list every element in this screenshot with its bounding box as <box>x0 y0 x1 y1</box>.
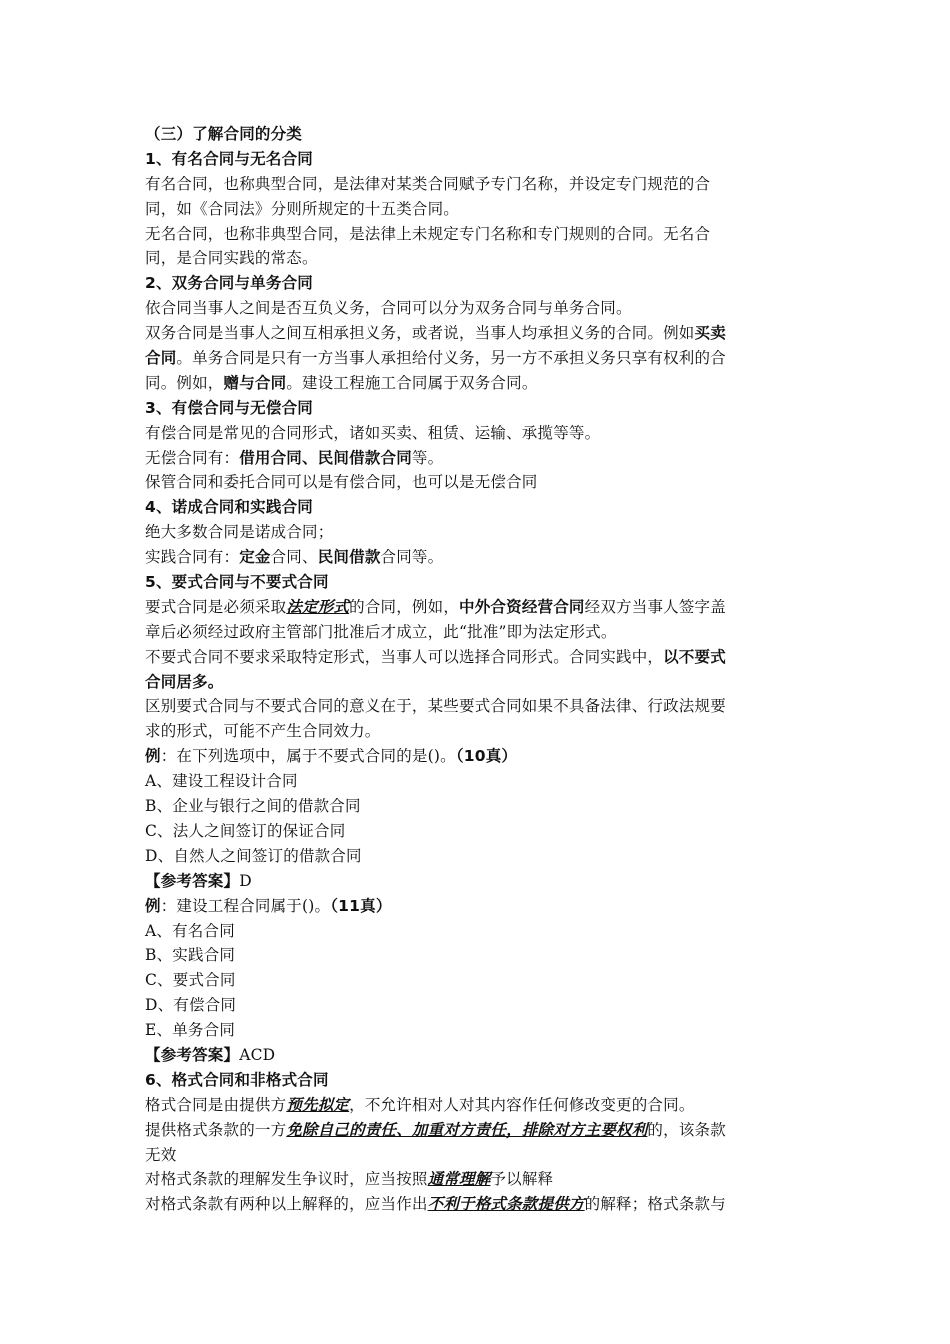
document-page <box>145 122 800 1217</box>
text-span: ，不允许相对人对其内容作任何修改变更的合同。 <box>349 1095 695 1114</box>
bold-span: 例 <box>145 896 161 915</box>
paragraph-line: 区别要式合同与不要式合同的意义在于，某些要式合同如果不具备法律、行政法规要 <box>145 697 726 716</box>
text-span: 的合同，例如， <box>349 597 460 616</box>
paragraph-line <box>145 1167 800 1192</box>
bold-span: 合同 <box>145 349 177 368</box>
paragraph-line <box>145 371 800 396</box>
emphasis-span: 通常理解 <box>427 1170 491 1189</box>
example-question <box>145 894 800 919</box>
paragraph-line <box>145 545 800 570</box>
text-span: 。单务合同是只有一方当事人承担给付义务，另一方不承担义务只享有权利的合 <box>176 349 726 368</box>
reference-answer <box>145 1043 800 1068</box>
heading-5: 5、要式合同与不要式合同 <box>145 573 329 592</box>
text-span: 同。例如， <box>145 373 224 392</box>
emphasis-span: 免除自己的责任、加重对方责任，排除对方主要权利 <box>286 1120 648 1139</box>
paragraph-line <box>145 446 800 471</box>
option-d: D、自然人之间签订的借款合同 <box>145 846 362 865</box>
bold-span: 例 <box>145 747 161 766</box>
text-span: 不要式合同不要求采取特定形式，当事人可以选择合同形式。合同实践中， <box>145 647 664 666</box>
bold-span: 以不要式 <box>663 647 726 666</box>
paragraph-line <box>145 346 800 371</box>
option-d: D、有偿合同 <box>145 996 237 1015</box>
option-e: E、单务合同 <box>145 1021 236 1040</box>
paragraph-line: 有名合同，也称典型合同，是法律对某类合同赋予专门名称，并设定专门规范的合 <box>145 174 711 193</box>
text-span: 的解释；格式条款与 <box>584 1195 726 1214</box>
emphasis-span: 法定形式 <box>286 597 350 616</box>
paragraph-line: 同，是合同实践的常态。 <box>145 249 318 268</box>
heading-6: 6、格式合同和非格式合同 <box>145 1070 329 1089</box>
paragraph-line: 章后必须经过政府主管部门批准后才成立，此“批准”即为法定形式。 <box>145 622 617 641</box>
text-span: 双务合同是当事人之间互相承担义务，或者说，当事人均承担义务的合同。例如 <box>145 324 695 343</box>
option-b: B、实践合同 <box>145 946 236 965</box>
example-question <box>145 744 800 769</box>
paragraph-line: 保管合同和委托合同可以是有偿合同，也可以是无偿合同 <box>145 473 538 492</box>
text-span: D <box>239 871 252 890</box>
bold-span: 定金 <box>239 548 271 567</box>
option-b: B、企业与银行之间的借款合同 <box>145 797 361 816</box>
heading-1: 1、有名合同与无名合同 <box>145 149 313 168</box>
paragraph-line: 同，如《合同法》分则所规定的十五类合同。 <box>145 199 460 218</box>
text-span: 合同、 <box>270 548 318 567</box>
emphasis-span: 预先拟定 <box>286 1095 350 1114</box>
paragraph-line <box>145 1192 800 1217</box>
text-span: ：建设工程合同属于()。 <box>160 896 331 915</box>
option-c: C、要式合同 <box>145 971 236 990</box>
bold-span: （10真） <box>455 747 518 766</box>
section-title: （三）了解合同的分类 <box>145 125 303 143</box>
paragraph-line: 合同居多。 <box>145 672 224 691</box>
paragraph-line: 绝大多数合同是诺成合同； <box>145 523 334 542</box>
text-span: 无偿合同有： <box>145 448 240 467</box>
text-span: 格式合同是由提供方 <box>145 1095 287 1114</box>
paragraph-line <box>145 645 800 670</box>
text-span: 合同等。 <box>380 548 444 567</box>
heading-3: 3、有偿合同与无偿合同 <box>145 398 313 417</box>
heading-4: 4、诺成合同和实践合同 <box>145 498 313 517</box>
option-a: A、有名合同 <box>145 921 235 940</box>
text-span: 的，该条款 <box>647 1120 726 1139</box>
paragraph-line: 有偿合同是常见的合同形式，诸如买卖、租赁、运输、承揽等等。 <box>145 423 601 442</box>
text-span: 等。 <box>411 448 444 467</box>
heading-2: 2、双务合同与单务合同 <box>145 274 313 293</box>
text-span: 对格式条款的理解发生争议时，应当按照 <box>145 1170 428 1189</box>
paragraph-line <box>145 595 800 620</box>
bold-span: （11真） <box>330 896 392 915</box>
paragraph-line <box>145 1118 800 1143</box>
paragraph-line: 求的形式，可能不产生合同效力。 <box>145 722 381 741</box>
text-span: 要式合同是必须采取 <box>145 597 287 616</box>
text-span: 经双方当事人签字盖 <box>584 597 726 616</box>
paragraph-line: 依合同当事人之间是否互负义务，合同可以分为双务合同与单务合同。 <box>145 299 632 318</box>
bold-span: 【参考答案】 <box>145 871 240 890</box>
text-span: 。建设工程施工合同属于双务合同。 <box>286 373 538 392</box>
paragraph-line <box>145 321 800 346</box>
reference-answer <box>145 869 800 894</box>
emphasis-span: 不利于格式条款提供方 <box>427 1195 585 1214</box>
paragraph-line <box>145 1093 800 1118</box>
text-span: 提供格式条款的一方 <box>145 1120 287 1139</box>
bold-span: 中外合资经营合同 <box>459 597 585 616</box>
bold-span: 借用合同、民间借款合同 <box>239 448 412 467</box>
text-span: 予以解释 <box>490 1170 554 1189</box>
text-span: ：在下列选项中，属于不要式合同的是()。 <box>160 747 456 766</box>
bold-span: 【参考答案】 <box>145 1045 240 1064</box>
bold-span: 买卖 <box>694 324 726 343</box>
option-c: C、法人之间签订的保证合同 <box>145 821 346 840</box>
paragraph-line: 无名合同，也称非典型合同，是法律上未规定专门名称和专门规则的合同。无名合 <box>145 224 711 243</box>
option-a: A、建设工程设计合同 <box>145 772 298 791</box>
text-span: 对格式条款有两种以上解释的，应当作出 <box>145 1195 428 1214</box>
text-span: ACD <box>239 1045 276 1064</box>
text-span: 实践合同有： <box>145 548 240 567</box>
bold-span: 赠与合同 <box>223 373 287 392</box>
paragraph-line: 无效 <box>145 1145 177 1164</box>
bold-span: 民间借款 <box>317 548 381 567</box>
